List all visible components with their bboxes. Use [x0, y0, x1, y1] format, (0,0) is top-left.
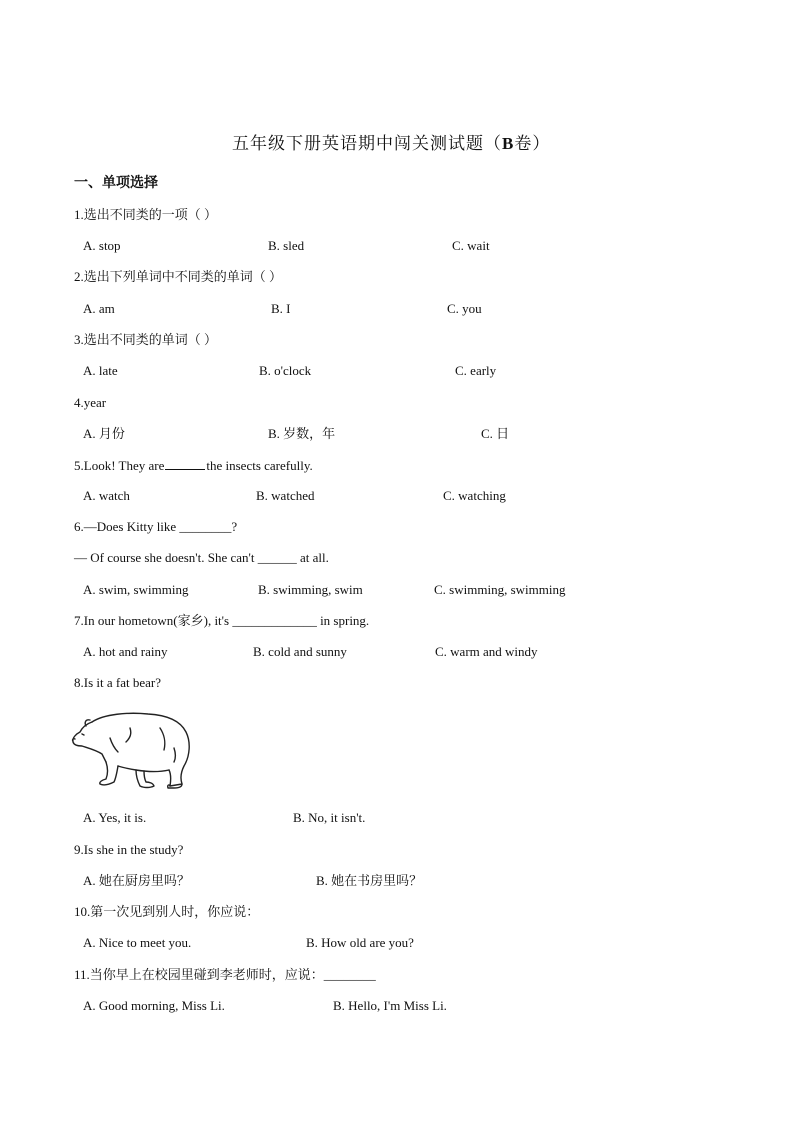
question-5-option-c[interactable]: C. watching	[443, 488, 506, 503]
question-11-option-b[interactable]: B. Hello, I'm Miss Li.	[333, 998, 447, 1013]
question-10-stem: 10.第一次见到别人时，你应说：	[74, 904, 260, 919]
question-3-stem: 3.选出不同类的单词（ ）	[74, 332, 218, 347]
question-9-option-a[interactable]: A. 她在厨房里吗？	[83, 873, 190, 888]
question-1-option-c[interactable]: C. wait	[452, 238, 490, 253]
question-6-option-a[interactable]: A. swim, swimming	[83, 582, 189, 597]
question-4-option-c[interactable]: C. 日	[481, 426, 510, 441]
question-5-option-b[interactable]: B. watched	[256, 488, 315, 503]
title-text-2: 卷）	[514, 134, 551, 153]
question-10-option-b[interactable]: B. How old are you?	[306, 935, 414, 950]
question-3-option-b[interactable]: B. o'clock	[259, 363, 312, 378]
question-8-stem: 8.Is it a fat bear?	[74, 675, 161, 690]
question-2-option-c[interactable]: C. you	[447, 301, 482, 316]
question-7-stem: 7.In our hometown(家乡), it's _____________ in spring.	[74, 613, 370, 628]
question-4-stem: 4.year	[74, 395, 107, 410]
question-4-option-b[interactable]: B. 岁数，年	[268, 426, 336, 441]
question-7-option-a[interactable]: A. hot and rainy	[83, 644, 168, 659]
title-text-bold: B	[502, 134, 515, 153]
question-2-option-b[interactable]: B. I	[271, 301, 291, 316]
question-2-option-a[interactable]: A. am	[83, 301, 115, 316]
question-8-option-a[interactable]: A. Yes, it is.	[83, 810, 147, 825]
question-6-stem: 6.—Does Kitty like ________?	[74, 519, 238, 534]
question-6-stem-reply: — Of course she doesn't. She can't ______ at all.	[74, 550, 329, 565]
question-3-option-a[interactable]: A. late	[83, 363, 118, 378]
question-6-option-c[interactable]: C. swimming, swimming	[434, 582, 566, 597]
question-10-option-a[interactable]: A. Nice to meet you.	[83, 935, 192, 950]
question-11-stem: 11.当你早上在校园里碰到李老师时，应说：________	[74, 967, 376, 982]
question-4-option-a[interactable]: A. 月份	[83, 426, 125, 441]
question-3-option-c[interactable]: C. early	[455, 363, 497, 378]
question-2-stem: 2.选出下列单词中不同类的单词（ ）	[74, 269, 283, 284]
question-7-option-c[interactable]: C. warm and windy	[435, 644, 538, 659]
question-5-stem-start: 5.Look! They are	[74, 458, 165, 473]
bear-illustration	[70, 708, 194, 792]
question-9-option-b[interactable]: B. 她在书房里吗？	[316, 873, 423, 888]
question-5-option-a[interactable]: A. watch	[83, 488, 130, 503]
question-11-option-a[interactable]: A. Good morning, Miss Li.	[83, 998, 225, 1013]
question-8-option-b[interactable]: B. No, it isn't.	[293, 810, 366, 825]
page-title	[232, 136, 550, 152]
section-heading: 一、单项选择	[74, 176, 158, 191]
question-9-stem: 9.Is she in the study?	[74, 842, 184, 857]
title-text-1: 五年级下册英语期中闯关测试题（	[232, 134, 502, 153]
question-5-stem-end: the insects carefully.	[206, 458, 313, 473]
question-1-option-b[interactable]: B. sled	[268, 238, 305, 253]
answer-blank	[165, 457, 205, 470]
question-1-option-a[interactable]: A. stop	[83, 238, 121, 253]
question-5-stem	[74, 457, 313, 474]
question-1-stem: 1.选出不同类的一项（ ）	[74, 207, 218, 222]
question-6-option-b[interactable]: B. swimming, swim	[258, 582, 363, 597]
question-7-option-b[interactable]: B. cold and sunny	[253, 644, 347, 659]
